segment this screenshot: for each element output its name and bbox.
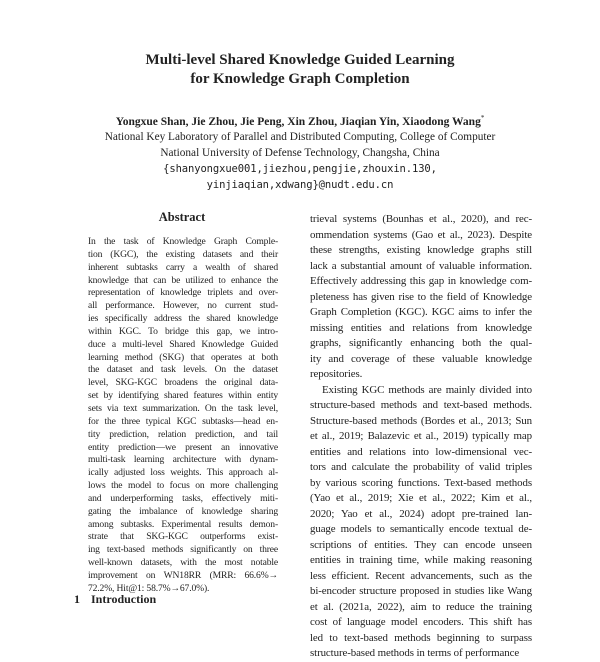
right-column-body [310, 212, 532, 662]
author-list [0, 111, 600, 129]
text-line: Structure-based methods (Bordes et al., 2013; Sun [310, 414, 532, 427]
text-line: Existing KGC methods are mainly divided into [322, 383, 532, 396]
text-line: structure-based methods in terms of performance [310, 647, 520, 659]
text-line: pleteness has given rise to the field of Knowledge [310, 290, 532, 303]
text-line: tity prediction, relation prediction, and tail [88, 428, 278, 440]
text-line: et al. (2021a, 2022), aim to reduce the training [310, 600, 532, 613]
text-line: 72.2%, Hit@1: 58.7%→67.0%). [88, 582, 210, 594]
text-line: these strengths, existing knowledge graphs still [310, 244, 532, 256]
text-line: Graph Completion (KGC). KGC aims to infer the [310, 306, 532, 318]
text-line: less efficient. Recent advancements, such as the [310, 569, 532, 582]
affiliation-block [0, 129, 600, 193]
text-line: sets via text summarization. On the task level, [88, 402, 278, 414]
text-line: scriptions of entities. They can encode unseen [310, 538, 532, 551]
abstract-heading: Abstract [158, 210, 206, 224]
title-line-1: Multi-level Shared Knowledge Guided Learning [145, 52, 455, 68]
text-line: cost of language model encoders. This shift has [310, 616, 532, 628]
text-line: learning method (SKG) that operates at both [88, 351, 278, 363]
text-line: duce a multi-level Shared Knowledge Guided [88, 338, 278, 350]
section-title: Introduction [91, 592, 157, 606]
text-line: improvement on WN18RR (MRR: 66.6%→ [88, 569, 278, 581]
paper-title [0, 51, 600, 89]
text-line: structure-based methods and text-based methods. [310, 399, 532, 411]
text-line: lack a substantial amount of valuable information. [310, 259, 532, 272]
text-line: lows the model to focus on more challenging [88, 480, 278, 492]
text-line: 2020; Yao et al., 2024) adopt pre-trained lan- [310, 507, 532, 520]
author-names: Yongxue Shan, Jie Zhou, Jie Peng, Xin Zhou, Jiaqian Yin, Xiaodong Wang [115, 115, 481, 128]
text-line: repositories. [310, 368, 363, 380]
corresponding-author-mark: * [480, 114, 485, 122]
text-line: the dataset and task levels. On the dataset [88, 364, 278, 376]
text-line: within KGC. To bridge this gap, we intro- [88, 325, 278, 337]
text-line: graphs, significantly enhancing both the qual- [310, 337, 532, 349]
section-heading-introduction [74, 592, 156, 606]
text-line: inherent subtasks carry a wealth of shared [88, 261, 278, 273]
text-line: entities in training time, while making reasoning [310, 554, 532, 566]
abstract-body [88, 236, 278, 596]
text-line: entity prediction—we present an innovative [88, 441, 278, 453]
text-line: and underperforming tasks, effectively miti- [88, 492, 278, 504]
text-line: Effectively addressing this gap in knowledge com- [310, 275, 532, 287]
text-line: guage models to semantically encode textual de- [310, 523, 532, 535]
text-line: strate that SKG-KGC outperforms exist- [88, 531, 278, 543]
text-line: multi-task learning architecture with dynam- [88, 454, 278, 466]
text-line: In the task of Knowledge Graph Comple- [88, 236, 278, 247]
text-line: gating the imbalance of knowledge sharing [88, 505, 278, 517]
text-line: among subtasks. Experimental results demon- [88, 518, 278, 530]
text-line: knowledge that can be utilized to enhance the [88, 274, 278, 286]
text-line: entities and relations into low-dimensional vec- [310, 445, 532, 458]
text-line: by various scoring functions. Text-based methods [310, 476, 532, 489]
text-line: tors and calculate the probability of valid triples [310, 461, 532, 473]
text-line: set by identifying shared features within entity [88, 390, 278, 402]
text-line: level, SKG-KGC broadens the original data- [88, 377, 278, 389]
text-line: ically adjusted loss weights. This approach al- [88, 467, 278, 479]
text-line: all performance. However, no current stud- [88, 300, 278, 312]
text-line: (Yao et al., 2019; Xie et al., 2022; Kim et al., [310, 492, 532, 504]
text-line: missing entities and relations from knowledge [310, 321, 532, 334]
affiliation-line-2: National University of Defense Technology, Changsha, China [160, 147, 440, 159]
text-line: bi-encoder structure proposed in studies like Wang [310, 585, 532, 597]
email-line-2: yinjiaqian,xdwang}@nudt.edu.cn [206, 179, 394, 191]
text-line: ommendation systems (Gao et al., 2023). Despite [310, 228, 532, 241]
text-line: trieval systems (Bounhas et al., 2020), and rec- [310, 213, 532, 225]
text-line: for the three typical KGC subtasks—head en- [88, 415, 278, 427]
section-number: 1 [74, 592, 80, 606]
affiliation-line-1: National Key Laboratory of Parallel and Distributed Computing, College of Computer [104, 131, 496, 143]
text-line: ity and coverage of these valuable knowledge [310, 352, 532, 365]
text-line: tion (KGC), the existing datasets and their [88, 248, 278, 260]
text-line: well-known datasets, with the most notable [88, 557, 278, 569]
text-line: representation of knowledge triplets and over- [88, 287, 278, 299]
text-line: ies specifically address the shared knowledge [88, 313, 278, 325]
text-line: led to text-based methods beginning to surpass [310, 631, 532, 644]
title-line-2: for Knowledge Graph Completion [190, 71, 410, 87]
text-line: ing text-based methods significantly on three [88, 544, 278, 556]
email-line-1: {shanyongxue001,jiezhou,pengjie,zhouxin.130, [163, 163, 437, 175]
text-line: et al., 2019; Balazevic et al., 2019) typically map [310, 430, 532, 442]
